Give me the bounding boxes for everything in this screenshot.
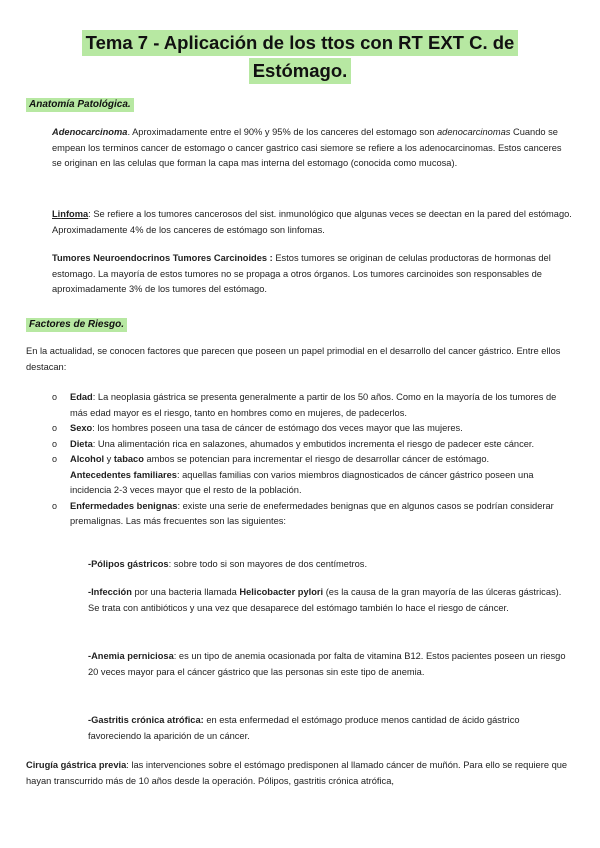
list-item: o Dieta: Una alimentación rica en salazones, ahumados y embutidos incrementa el riesgo de padecer este cáncer. [52,437,562,453]
list-item: Antecedentes familiares: aquellas familias con varios miembros diagnosticados de cáncer gástrico poseen una incidencia 2-3 veces mayor que el resto de la población. [70,469,534,495]
paragraph-infeccion: -Infección por una bacteria llamada Helicobacter pylori (es la causa de la gran mayoría de las úlceras gástricas). Se trata con antibióticos y una vez que desaparece del estómago también lo hace el riesgo de cáncer. [88,587,562,613]
bullet-icon: o [52,423,58,433]
bullet-icon: o [52,500,58,511]
list-item: o Sexo: los hombres poseen una tasa de cáncer de estómago dos veces mayor que las mujeres. [52,421,562,437]
paragraph-factores-intro: En la actualidad, se conocen factores que parecen que poseen un papel primodial en el desarrollo del cancer gástrico. Entre ellos destacan: [26,346,561,372]
paragraph-adenocarcinoma: Adenocarcinoma. Aproximadamente entre el 90% y 95% de los canceres del estomago son adenocarcinomas Cuando se empean los terminos cancer de estomago o cancer gastrico casi siemore se refiere a los adenocarcinomas. Estos canceres se originan en las celulas que forman la capa mas interna del estomago (conocida como mucosa). [52,127,562,168]
paragraph-anemia: -Anemia perniciosa: es un tipo de anemia ocasionada por falta de vitamina B12. Estos pacientes poseen un riesgo 20 veces mayor para el cáncer gástrico que las personas sin este tipo de anemia. [88,651,566,677]
title-line-1: Tema 7 - Aplicación de los ttos con RT EXT C. de [82,30,519,56]
term-linfoma: Linfoma [52,209,89,219]
bullet-icon: o [52,392,58,402]
list-item: o Edad: La neoplasia gástrica se presenta generalmente a partir de los 50 años. Como en la mayoría de los tumores de más edad mayor es el riesgo, tanto en hombres como en mujeres, de padecerlos. [52,392,557,418]
paragraph-cirugia: Cirugía gástrica previa: las intervenciones sobre el estómago predisponen al llamado cáncer de muñón. Para ello se requiere que hayan transcurrido más de 10 años desde la operación. Pólipos, gastritis crónica atrófica, [26,760,568,786]
paragraph-linfoma: Linfoma: Se refiere a los tumores cancerosos del sist. inmunológico que algunas veces se deectan en la pared del estómago. Aproximadamente 4% de los canceres de estómago son linfomas. [52,209,572,235]
paragraph-gastritis: -Gastritis crónica atrófica: en esta enfermedad el estómago produce menos cantidad de ácido gástrico favoreciendo la aparición de un cáncer. [88,715,520,741]
bullet-icon: o [52,438,58,449]
list-item: o Alcohol y tabaco ambos se potencian para incrementar el riesgo de desarrollar cáncer de estómago. [52,452,562,468]
title-line-2: Estómago. [249,58,352,84]
document-title [0,30,600,84]
paragraph-neuroendocrinos: Tumores Neuroendocrinos Tumores Carcinoides : Estos tumores se originan de celulas productoras de hormonas del estomago. La mayoría de estos tumores no se propaga a otros órganos. Los tumores carcinoides son responsables de aproximadamente 3% de los tumores del estómago. [52,253,551,294]
term-adenocarcinoma: Adenocarcinoma [52,127,128,137]
paragraph-polipos: -Pólipos gástricos: sobre todo si son mayores de dos centímetros. [88,559,368,569]
section-heading-factores: Factores de Riesgo. [26,318,127,332]
bullet-icon: o [52,454,58,464]
section-heading-anatomia: Anatomía Patológica. [26,98,134,112]
list-item: o Enfermedades benignas: existe una serie de enefermedades benignas que en algunos casos se podrían considerar premalignas. Las más frecuentes son las siguientes: [52,500,554,526]
term-neuroendocrinos: Tumores Neuroendocrinos Tumores Carcinoides : [52,253,273,263]
risk-factor-list [52,390,562,530]
